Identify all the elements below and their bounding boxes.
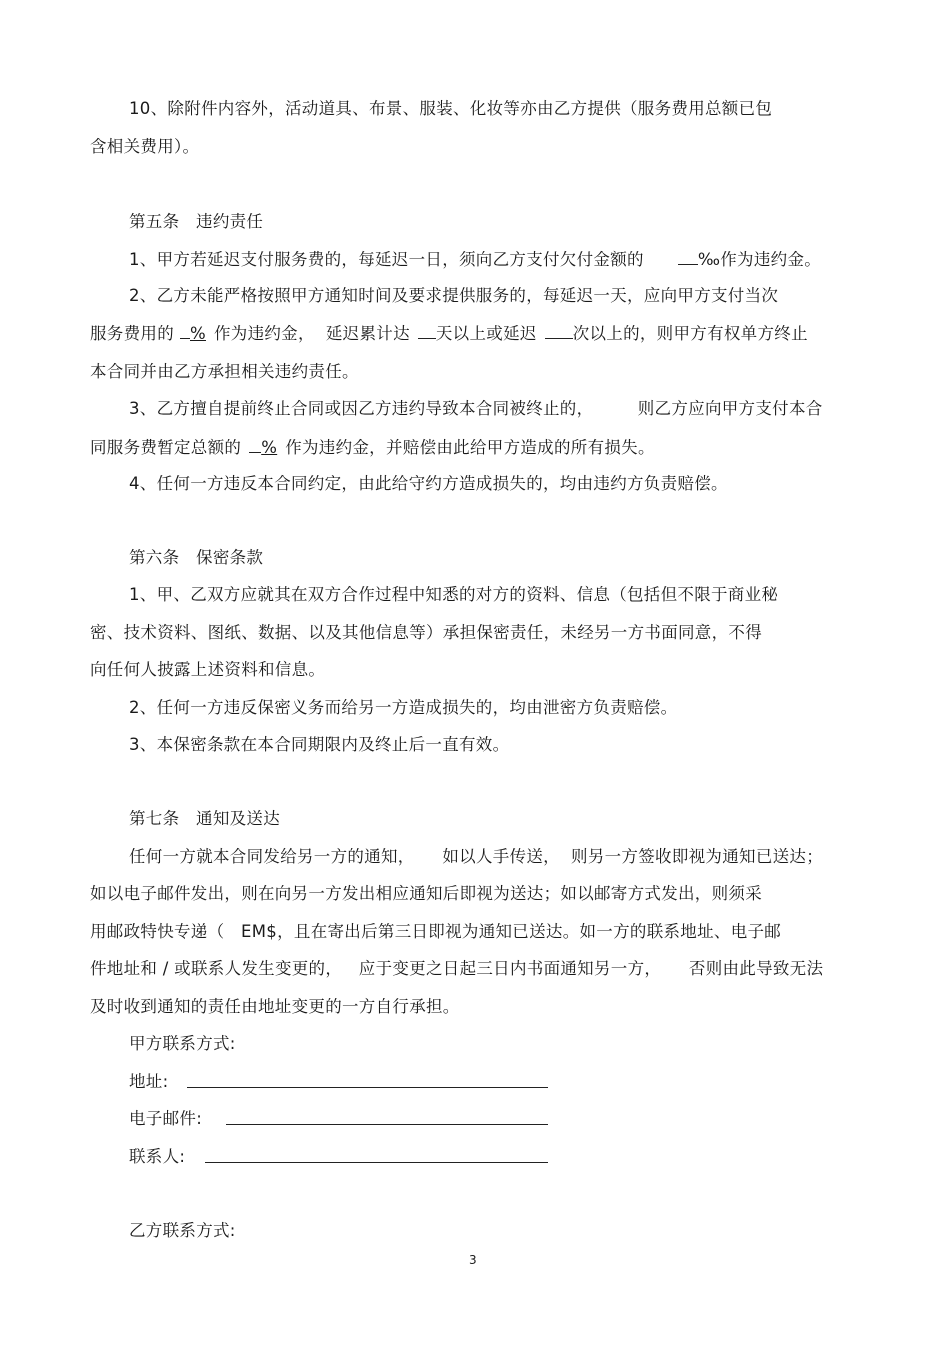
- art5-item1: [129, 248, 821, 271]
- art6-item3: 3、本保密条款在本合同期限内及终止后一直有效。: [129, 735, 510, 754]
- blank-times: [545, 322, 573, 339]
- blank-percent-1: [180, 322, 190, 339]
- art5-item2-text-c: 天以上或延迟: [435, 324, 537, 343]
- party-a-email-label: 电子邮件:: [129, 1109, 203, 1128]
- art7-para-line5: 及时收到通知的责任由地址变更的一方自行承担。: [90, 997, 460, 1016]
- art5-item3-text-b: 作为违约金，并赔偿由此给甲方造成的所有损失。: [285, 438, 655, 457]
- art6-item1-line2: 密、技术资料、图纸、数据、以及其他信息等）承担保密责任，未经另一方书面同意，不得: [90, 623, 762, 642]
- article-7-title: 第七条 通知及送达: [129, 809, 281, 828]
- art5-item2-text-b: 作为违约金， 延迟累计达: [213, 324, 410, 343]
- art5-item2-line3: 本合同并由乙方承担相关违约责任。: [90, 362, 359, 381]
- article-5-title: 第五条 违约责任: [129, 212, 264, 231]
- party-a-contact-label: 联系人:: [129, 1147, 186, 1166]
- art5-item2-text-d: 次以上的，则甲方有权单方终止: [572, 324, 808, 343]
- art7-para-line1: 任何一方就本合同发给另一方的通知， 如以人手传送， 则另一方签收即视为通知已送达；: [129, 847, 824, 866]
- art5-item2-percent: %: [190, 324, 206, 343]
- blank-days: [418, 322, 436, 339]
- art5-item3-line2: [90, 436, 655, 459]
- art5-item2-line2: [90, 322, 808, 345]
- art7-para-line4: 件地址和 / 或联系人发生变更的， 应于变更之日起三日内书面通知另一方， 否则由此导致无法: [90, 959, 824, 978]
- art5-item2-line1: 2、乙方未能严格按照甲方通知时间及要求提供服务的，每延迟一天，应向甲方支付当次: [129, 286, 779, 305]
- party-a-email-line[interactable]: [226, 1124, 548, 1125]
- art5-item1-text: 1、甲方若延迟支付服务费的，每延迟一日，须向乙方支付欠付金额的: [129, 250, 644, 269]
- art6-item1-line1: 1、甲、乙双方应就其在双方合作过程中知悉的对方的资料、信息（包括但不限于商业秘: [129, 585, 779, 604]
- art5-item2-text-a: 服务费用的: [90, 324, 174, 343]
- party-a-address-line[interactable]: [187, 1087, 548, 1088]
- art5-item4: 4、任何一方违反本合同约定，由此给守约方造成损失的，均由违约方负责赔偿。: [129, 474, 728, 493]
- party-a-contact-line[interactable]: [205, 1162, 548, 1163]
- art5-item3-text-a: 同服务费暂定总额的: [90, 438, 242, 457]
- blank-percent-2: [249, 436, 261, 453]
- art7-para-line2: 如以电子邮件发出，则在向另一方发出相应通知后即视为送达；如以邮寄方式发出，则须采: [90, 884, 762, 903]
- page-number: 3: [469, 1253, 477, 1267]
- art7-para-line3: 用邮政特快专递（ EM$，且在寄出后第三日即视为通知已送达。如一方的联系地址、电子邮: [90, 922, 782, 941]
- article-6-title: 第六条 保密条款: [129, 548, 264, 567]
- art5-item3-percent: %: [261, 438, 278, 457]
- art5-item3-line1: 3、乙方擅自提前终止合同或因乙方违约导致本合同被终止的， 则乙方应向甲方支付本合: [129, 399, 823, 418]
- blank-permille: [678, 248, 698, 265]
- party-a-contact-title: 甲方联系方式:: [129, 1034, 236, 1053]
- party-a-address-label: 地址:: [129, 1072, 169, 1091]
- art6-item2: 2、任何一方违反保密义务而给另一方造成损失的，均由泄密方负责赔偿。: [129, 698, 678, 717]
- party-b-contact-title: 乙方联系方式:: [129, 1221, 236, 1240]
- art4-item10-line1: 10、除附件内容外，活动道具、布景、服装、化妆等亦由乙方提供（服务费用总额已包: [129, 99, 773, 118]
- art5-item1-tail: ‰作为违约金。: [697, 250, 822, 269]
- art6-item1-line3: 向任何人披露上述资料和信息。: [90, 660, 326, 679]
- art4-item10-line2: 含相关费用）。: [90, 137, 200, 156]
